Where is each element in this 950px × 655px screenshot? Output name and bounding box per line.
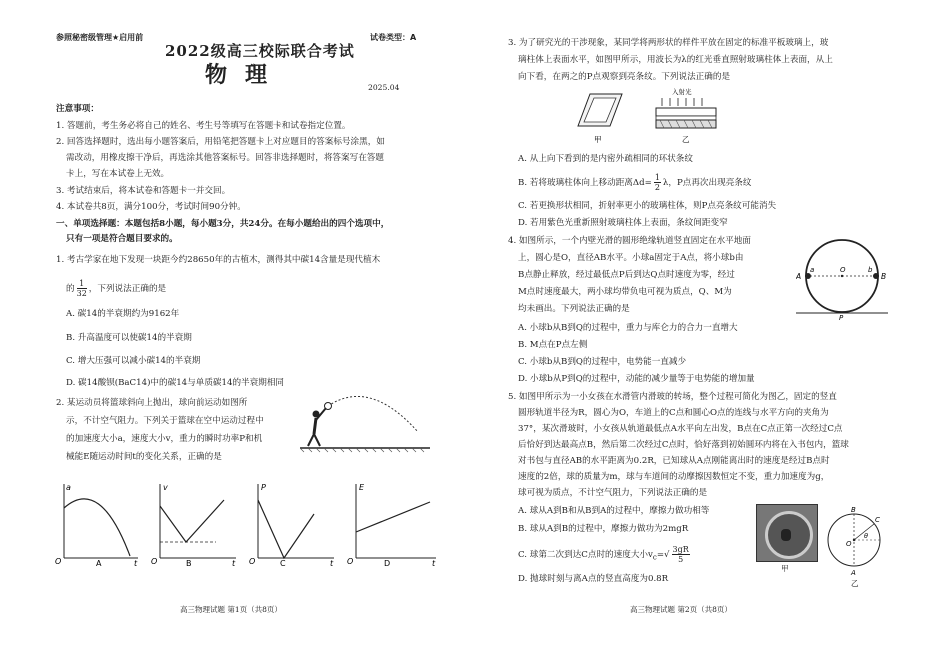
graph-d-tlabel: t [432,559,436,568]
q4-stem: M点时速度最大，两小球均带负电可视为质点，Q、M为 [518,287,732,297]
q3-option-b [518,172,751,194]
q5-stem: 后恰好到达最高点B，然后第二次经过C点时，恰好落到初始圆环内将在入书包内，篮球 [518,440,849,450]
section-heading: 只有一项是符合题目要求的。 [66,234,178,244]
q1-option-a: A. 碳14的半衰期约为9162年 [66,309,180,319]
page-2 [478,0,950,655]
graph-b-ylabel: v [163,483,168,492]
q4-stem: 4. 如图所示，一个内壁光滑的圆形绝缘轨道竖直固定在水平地面 [508,236,751,246]
graph-c-origin: O [249,557,256,566]
q5-label-theta: θ [864,532,868,540]
ball-b [873,273,879,279]
label-b: b [868,266,873,274]
page-2-footer: 高三物理试题 第2页（共8页） [630,605,732,614]
q2-graphs [50,478,450,570]
q2-stem: 2. 某运动员将篮球斜向上抛出，球向前运动如图所 [56,398,248,408]
q5-stem: 速度的2倍，球的质量为m，球与车道间的动摩擦因数恒定不变，重力加速度为g， [518,472,830,482]
q3-option-b-post: λ，P点再次出现亮条纹 [662,178,752,188]
q3-stem: 3. 为了研究光的干涉现象，某同学将两形状的样件平放在固定的标准平板玻璃上，玻 [508,38,829,48]
q4-stem: 上，圆心是O，直径AB水平。小球a固定于A点，将小球b由 [518,253,744,263]
player-leg [308,434,314,446]
q5-option-c-text: C. 球第二次到达C点时的速度大小v [518,550,653,560]
q1-stem: 1. 考古学家在地下发现一块距今约28650年的古植木，测得其中碳14含量是现代植木 [56,255,381,265]
graph-a-curve [64,499,130,556]
basketball-illustration [300,392,430,454]
confidential-label: 参照秘密级管理★启用前 [56,33,144,42]
q2-stem: 示，不计空气阻力。下列关于篮球在空中运动过程中 [66,416,264,426]
exam-date: 2025.04 [368,83,400,92]
graph-d-origin: O [347,557,354,566]
section-heading: 一、单项选择题：本题包括8小题，每小题3分，共24分。在每小题给出的四个选项中， [56,219,390,229]
graph-d-line [356,502,430,532]
graph-a-ylabel: a [66,483,71,492]
label-O: O [840,266,846,274]
graph-d-label: D [384,559,391,568]
graph-c [249,483,334,568]
q1-stem-pre: 的 [66,284,75,294]
q1-option-d: D. 碳14酸钡(BaC14)中的碳14与单质碳14的半衰期相同 [66,378,285,388]
q1-stem-post: ，下列说法正确的是 [88,284,167,294]
q3-fig-b-label: 乙 [682,135,690,144]
q5-fig-a-label: 甲 [781,564,789,573]
notice-line: 卡上，写在本试卷上无效。 [66,169,170,179]
q3-option-b-text: B. 若将玻璃柱体向上移动距离Δd= [518,178,652,188]
q1-frac-den: 32 [76,289,87,298]
label-A: A [796,272,802,281]
q4-stem: B点静止释放，经过最低点P后到达Q点时速度为零，经过 [518,270,735,280]
notice-line: 2. 回答选择题时，选出每小题答案后，用铅笔把答题卡上对应题目的答案标号涂黑，如 [56,137,385,147]
page-1-footer: 高三物理试题 第1页（共8页） [180,605,282,614]
q3-stem: 璃柱体上表面水平，如图甲所示，用波长为λ的红光垂直照射玻璃柱体上表面，从上 [518,55,833,65]
q1-option-c: C. 增大压强可以减小碳14的半衰期 [66,356,201,366]
graph-c-ylabel: P [261,483,266,492]
label-a: a [810,266,815,274]
q5-label-A: A [851,569,856,577]
q5-option-c: C. 球第二次到达C点时的速度大小$v_c=√$ $\frac{3gR}{5}$ [518,545,689,564]
notice-line: 4. 本试卷共8页，满分100分，考试时间90分钟。 [56,202,246,212]
graph-a [55,483,138,568]
q3-option-d: D. 若用紫色光重新照射玻璃柱体上表面，条纹间距变窄 [518,218,728,228]
light-arrows [662,98,702,106]
notice-line: 1. 答题前，考生务必将自己的姓名、考生号等填写在答题卡和试卷指定位置。 [56,121,351,131]
exam-title: 2022级高三校际联合考试 [165,42,355,60]
q5-stem: 球可视为质点，不计空气阻力，下列说法正确的是 [518,488,708,498]
q4-option-d: D. 小球b从P到Q的过程中，动能的减少量等于电势能的增加量 [518,374,755,384]
q3-frac-den: 2 [654,183,660,192]
notice-line: 需改动，用橡皮擦干净后，再选涂其他答案标号。回答非选择题时，将答案写在答题 [66,153,384,163]
q5-label-C: C [875,516,880,524]
q3-fig-a-label: 甲 [594,135,602,144]
q5-option-b: B. 球从A到B的过程中，摩擦力做功为2mgR [518,524,689,534]
graph-b-tlabel: t [232,559,236,568]
q1-frac-num: 1 [77,279,87,289]
q3-stem: 向下看，在两之的P点观察到亮条纹。下列说法正确的是 [518,72,731,82]
q3-option-a: A. 从上向下看到的是内密外疏相同的环状条纹 [518,154,693,164]
ball-trajectory [328,396,418,432]
q5-stem: 37°，某次滑玻时，小女孩从轨道最低点A水平向左出发，B点在C点正第一次经过C点 [518,424,843,434]
label-P: P [839,314,844,322]
q5-stem: 对书包与直径AB的水平距离为0.2R，已知球从A点刚能离出时的速度是经过B点时 [518,456,830,466]
q1-option-b: B. 升高温度可以使碳14的半衰期 [66,333,192,343]
q5-frac-num: 3gR [672,545,689,554]
graph-a-label: A [96,559,102,568]
q5-label-O: O [846,540,852,548]
q5-stem: 5. 如图甲所示为一小女孩在水滑管内滑玻的转场，整个过程可简化为图乙，固定的竖直 [508,392,837,402]
subject-title: 物理 [205,62,286,88]
q4-stem: 均未画出。下列说法正确的是 [518,304,630,314]
center-o [841,275,843,277]
q5-option-d: D. 抛球时刻与离A点的竖直高度为0.8R [518,574,669,584]
q5-fig-b-label: 乙 [851,579,859,588]
graph-b-label: B [186,559,192,568]
q3-option-c: C. 若更换形状相同，折射率更小的玻璃柱体，则P点亮条纹可能消失 [518,201,777,211]
q5-option-a: A. 球从A到B和从B到A的过程中，摩擦力做功相等 [518,506,710,516]
q5-label-B: B [851,506,856,514]
q3-fig-a [578,94,622,144]
graph-d-ylabel: E [359,483,365,492]
graph-c-line [258,500,314,558]
graph-b-origin: O [151,557,158,566]
graph-b-line [160,500,224,542]
q4-option-a: A. 小球b从B到Q的过程中，重力与库仑力的合力一直增大 [518,323,738,333]
notice-title: 注意事项： [56,104,99,114]
q4-circle-track [796,234,888,322]
paper-type-label: 试卷类型：A [370,33,417,42]
q3-option-b-frac [654,173,661,192]
player-leg [314,434,320,446]
label-B: B [881,272,887,281]
q1-stem-2 [66,277,166,301]
q2-stem: 的加速度大小a，速度大小v，重力的瞬时功率P和机 [66,434,263,444]
graph-c-tlabel: t [330,559,334,568]
incident-light-label: 入射光 [672,88,692,96]
graph-c-label: C [280,559,286,568]
q1-fraction [77,279,87,298]
q5-photo [756,504,818,562]
q5-frac-den: 5 [678,555,684,564]
q5-diagram [822,504,888,588]
q2-stem: 械能E随运动时间t的变化关系，正确的是 [66,452,222,462]
player-body [314,418,316,434]
q5-stem: 圆形轨道半径为R，圆心为O，车道上的C点和圆心O点的连线与水平方向的夹角为 [518,408,829,418]
q3-frac-num: 1 [654,173,660,182]
graph-a-origin: O [55,557,62,566]
notice-line: 3. 考试结束后，将本试卷和答题卡一并交回。 [56,186,231,196]
q3-figures [570,86,750,146]
graph-d [347,483,436,568]
q3-fig-b [656,87,716,144]
q4-option-b: B. M点在P点左侧 [518,340,588,350]
girl-silhouette [781,529,791,541]
graph-b [151,483,236,568]
q5-option-c-frac [672,545,690,564]
graph-a-tlabel: t [134,559,138,568]
q4-option-c: C. 小球b从B到Q的过程中，电势能一直减少 [518,357,687,367]
